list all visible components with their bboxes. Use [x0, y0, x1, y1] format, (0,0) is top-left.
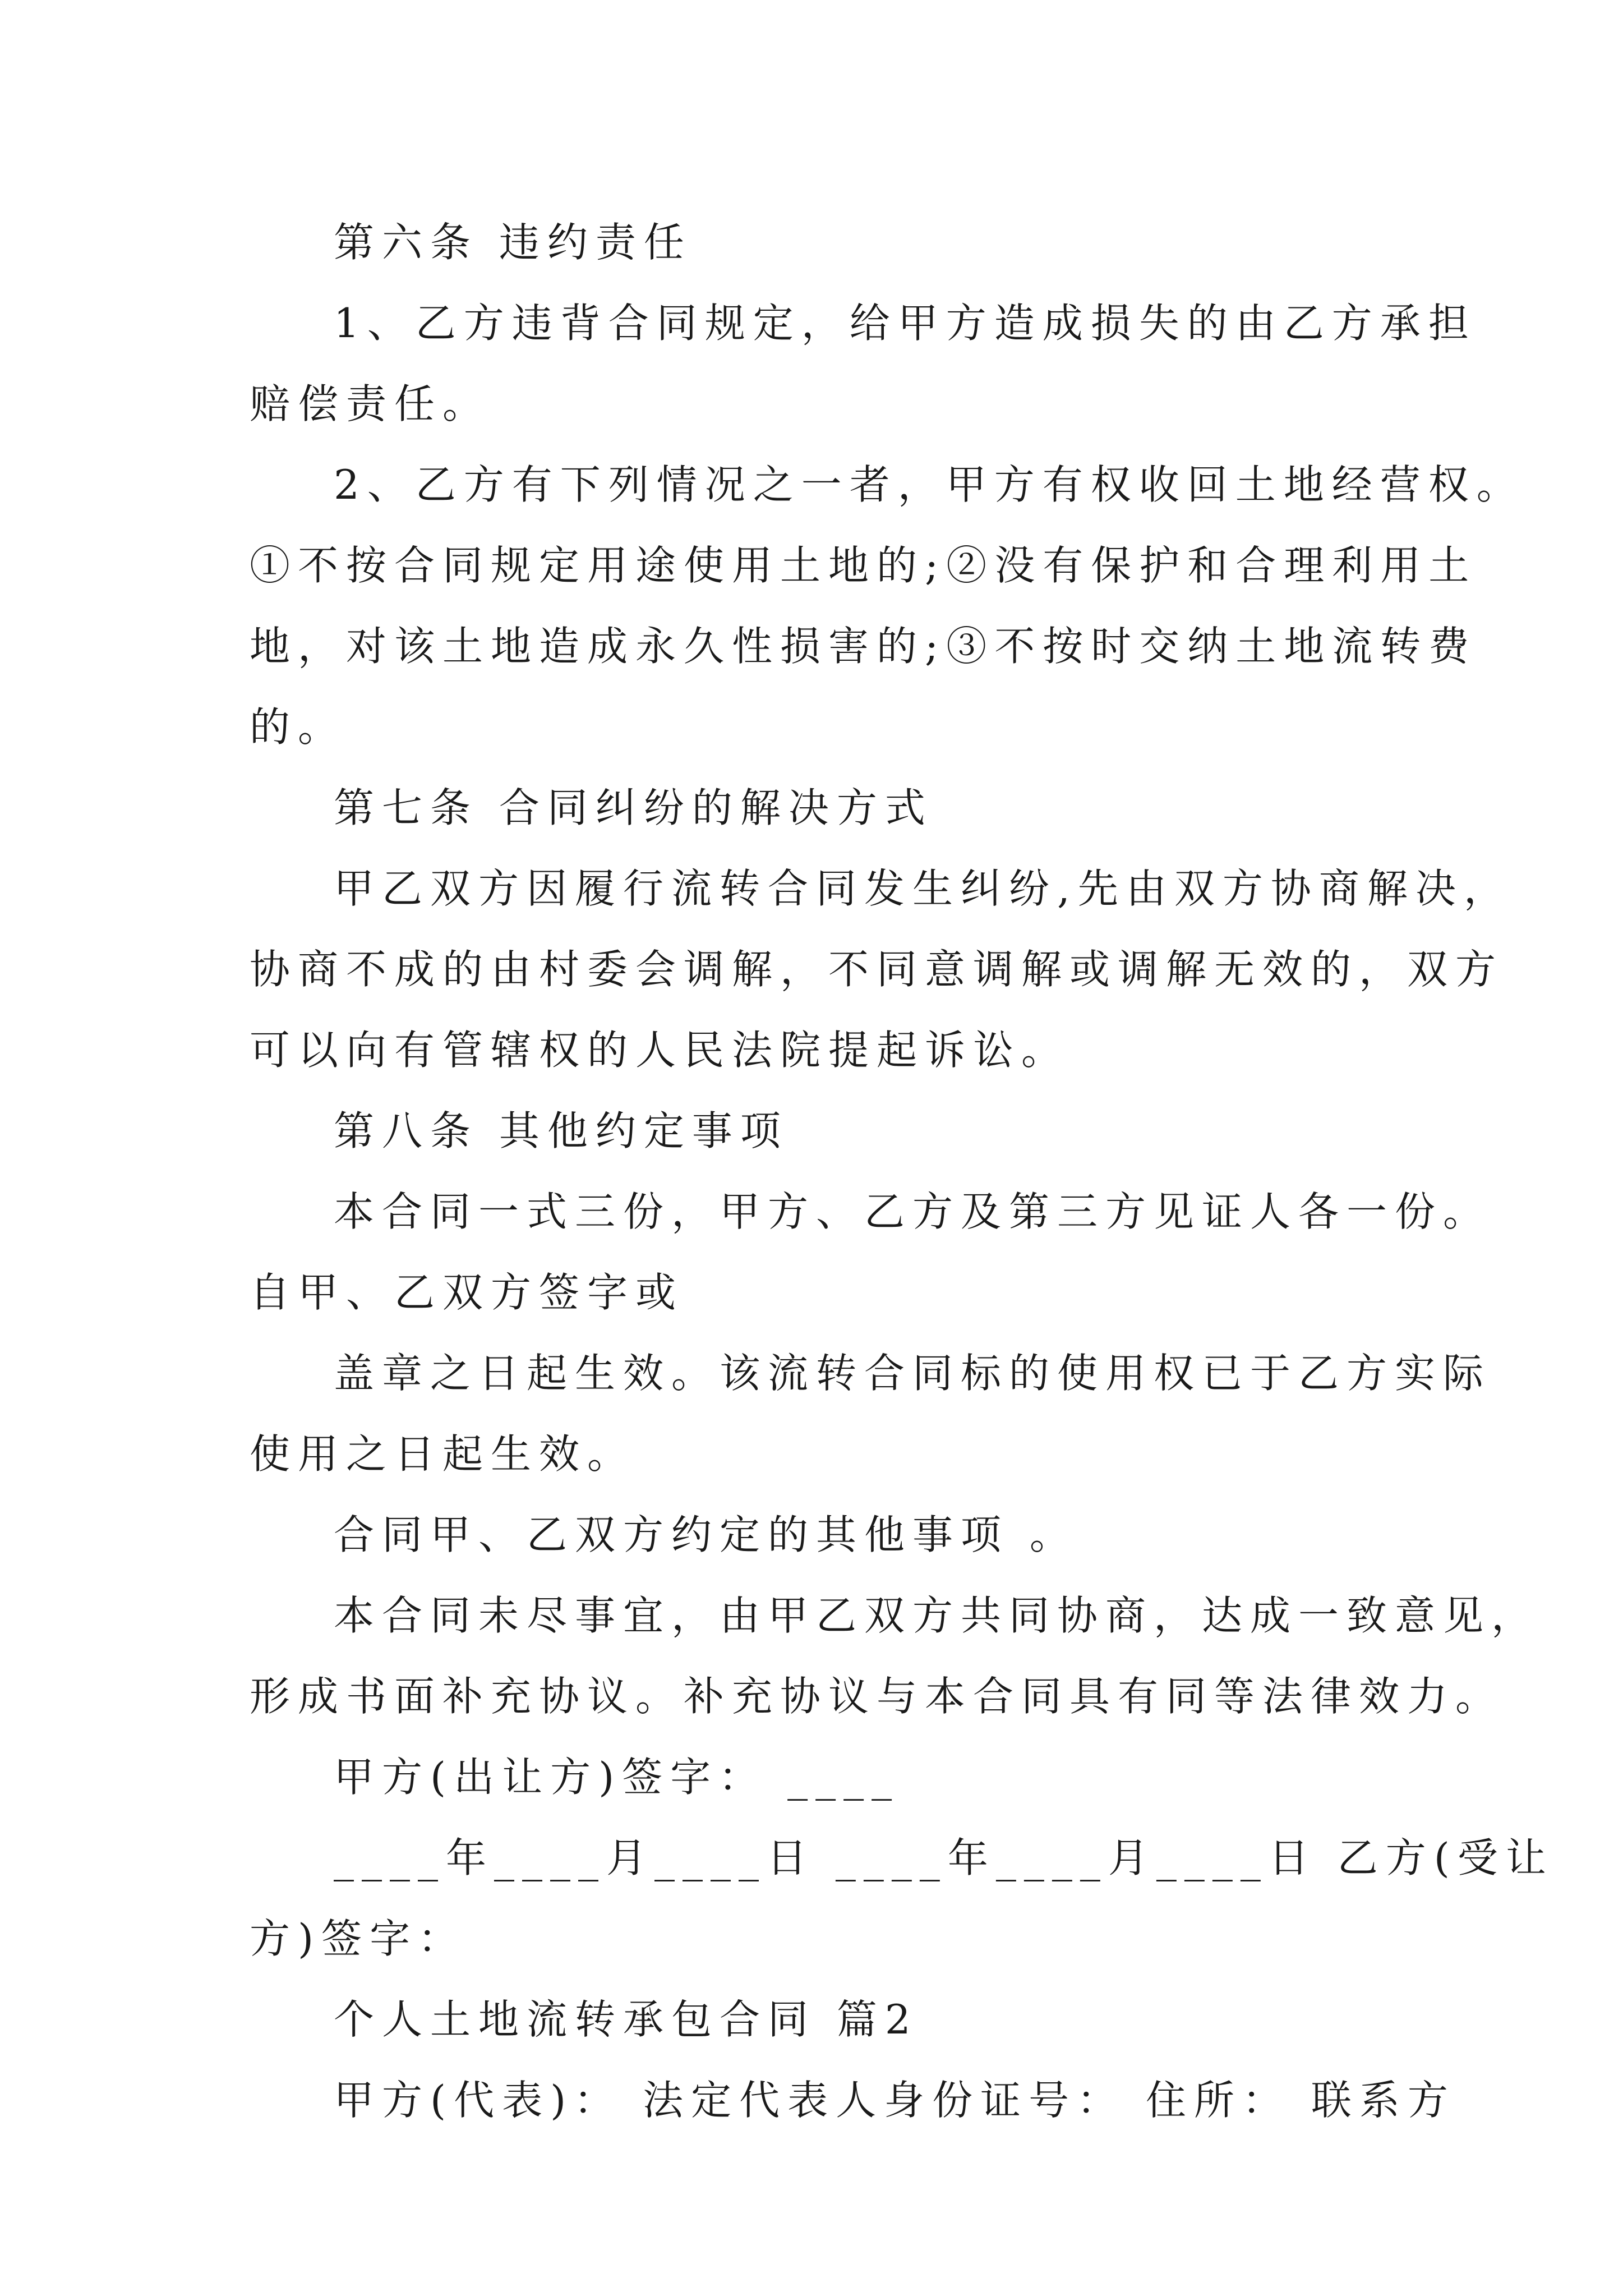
- paragraph-line: 本合同一式三份，甲方、乙方及第三方见证人各一份。: [334, 1188, 1492, 1235]
- paragraph-line: 本合同未尽事宜，由甲乙双方共同协商，达成一致意见，: [334, 1592, 1540, 1639]
- paragraph-line: 合同甲、乙双方约定的其他事项 。: [334, 1511, 1078, 1558]
- paragraph-line: 形成书面补充协议。补充协议与本合同具有同等法律效力。: [250, 1673, 1504, 1720]
- paragraph-line: 赔偿责任。: [250, 380, 491, 427]
- section-heading: 个人土地流转承包合同 篇2: [334, 1996, 919, 2043]
- contract-body: [250, 202, 1554, 2141]
- paragraph-line: 盖章之日起生效。该流转合同标的使用权已于乙方实际: [334, 1350, 1492, 1397]
- article-8-heading: 第八条 其他约定事项: [334, 1107, 789, 1154]
- paragraph-line: 自甲、乙双方签字或: [250, 1269, 684, 1316]
- party-b-signature-line: 方)签字：: [250, 1915, 467, 1962]
- paragraph-line: 可以向有管辖权的人民法院提起诉讼。: [250, 1027, 1070, 1074]
- paragraph-line: 的。: [250, 703, 347, 751]
- party-a-signature-line: 甲方(出让方)签字： ____: [334, 1754, 900, 1801]
- paragraph-line: 协商不成的由村委会调解，不同意调解或调解无效的，双方: [250, 946, 1504, 993]
- paragraph-line: 使用之日起生效。: [250, 1430, 636, 1478]
- paragraph-line: 地，对该土地造成永久性损害的;③不按时交纳土地流转费: [250, 623, 1477, 670]
- paragraph-line: 1、乙方违背合同规定，给甲方造成损失的由乙方承担: [334, 300, 1477, 347]
- party-a-info-line: 甲方(代表)： 法定代表人身份证号： 住所： 联系方: [334, 2077, 1456, 2124]
- article-7-heading: 第七条 合同纠纷的解决方式: [334, 784, 933, 831]
- date-signature-line: ____年____月____日 ____年____月____日 乙方(受让: [334, 1834, 1554, 1881]
- paragraph-line: 甲乙双方因履行流转合同发生纠纷,先由双方协商解决，: [334, 865, 1512, 912]
- paragraph-line: 2、乙方有下列情况之一者，甲方有权收回土地经营权。: [334, 461, 1525, 508]
- article-6-heading: 第六条 违约责任: [334, 219, 692, 266]
- paragraph-line: ①不按合同规定用途使用土地的;②没有保护和合理利用土: [250, 542, 1477, 589]
